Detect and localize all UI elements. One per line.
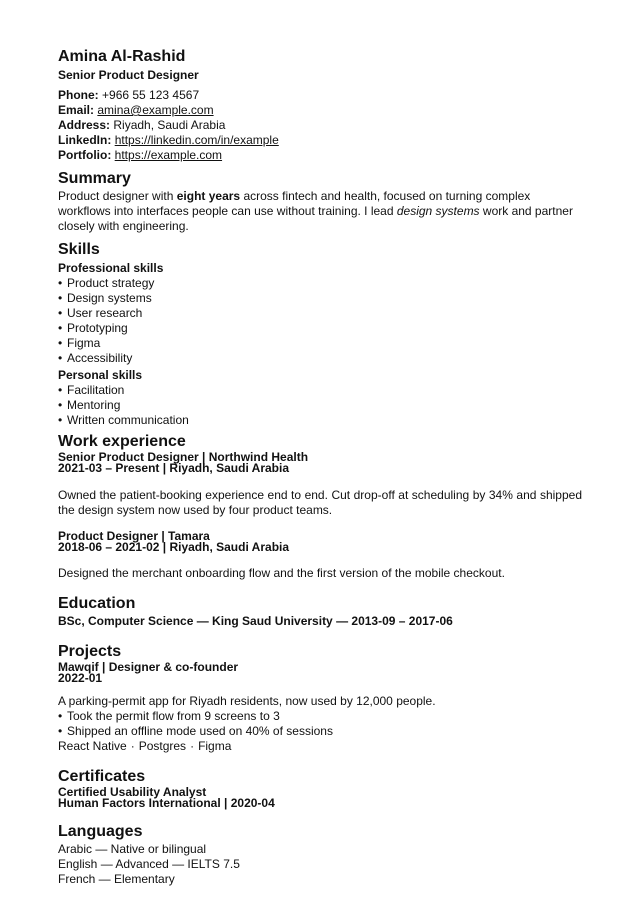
contact-portfolio [58, 148, 582, 163]
phone-label: Phone: [58, 88, 99, 102]
contact-email [58, 103, 582, 118]
job-title: Senior Product Designer [58, 68, 199, 82]
portfolio-link[interactable]: https://example.com [114, 148, 223, 162]
projects-section [58, 642, 582, 754]
list-item: • Shipped an offline mode used on 40% of sessions [58, 724, 582, 739]
list-item: • Mentoring [58, 398, 582, 413]
candidate-name: Amina Al-Rashid [58, 48, 186, 65]
resume [58, 47, 582, 887]
personal-skills-list [58, 383, 582, 428]
languages-heading: Languages [58, 823, 143, 840]
languages-section [58, 822, 582, 887]
email-link[interactable]: amina@example.com [97, 103, 214, 117]
tech-tag: React Native [58, 739, 127, 753]
contact-linkedin [58, 133, 582, 148]
job-entry [58, 452, 582, 518]
summary-text-part-3: work and partner closely with engineering. [58, 204, 573, 233]
contact-phone [58, 88, 582, 103]
linkedin-link[interactable]: https://linkedin.com/in/example [114, 133, 279, 147]
work-heading: Work experience [58, 433, 186, 450]
job-entry [58, 531, 582, 581]
address-value: Riyadh, Saudi Arabia [113, 118, 226, 132]
skills-heading: Skills [58, 241, 100, 258]
project-date: 2022-01 [58, 671, 103, 685]
education-section [58, 594, 582, 629]
linkedin-label: LinkedIn: [58, 133, 112, 147]
job-entry-title: Senior Product Designer | Northwind Health [58, 450, 309, 464]
portfolio-label: Portfolio: [58, 148, 112, 162]
list-item: • Product strategy [58, 276, 582, 291]
certificate-meta: Human Factors International | 2020-04 [58, 796, 275, 810]
personal-skills-heading: Personal skills [58, 368, 143, 382]
list-item: • Written communication [58, 413, 582, 428]
work-section [58, 432, 582, 581]
project-bullets [58, 709, 582, 739]
email-label: Email: [58, 103, 95, 117]
job-entry-meta: 2018-06 – 2021-02 | Riyadh, Saudi Arabia [58, 540, 290, 554]
education-heading: Education [58, 595, 136, 612]
address-label: Address: [58, 118, 111, 132]
skills-section [58, 240, 582, 428]
job-entry-title: Product Designer | Tamara [58, 529, 210, 543]
summary-text-part-2: across fintech and health, focused on turning complex workflows into interfaces people can use without training. I lead [58, 189, 531, 218]
summary-text [58, 189, 582, 234]
contact-block [58, 88, 582, 163]
list-item: • Facilitation [58, 383, 582, 398]
education-entry: BSc, Computer Science — King Saud University — 2013-09 – 2017-06 [58, 614, 453, 628]
job-entry-description: Owned the patient-booking experience end to end. Cut drop-off at scheduling by 34% and shipped the design system now used by four product teams. [58, 488, 582, 517]
project-description: A parking-permit app for Riyadh residents, now used by 12,000 people. [58, 694, 436, 708]
list-item: • Accessibility [58, 351, 582, 366]
certificate-title: Certified Usability Analyst [58, 785, 207, 799]
tech-separator: · [190, 739, 195, 753]
summary-section [58, 169, 582, 234]
language-item: French — Elementary [58, 872, 175, 886]
list-item: • Figma [58, 336, 582, 351]
certificates-section [58, 767, 582, 809]
language-item: Arabic — Native or bilingual [58, 842, 207, 856]
phone-value: +966 55 123 4567 [102, 88, 200, 102]
project-tech-list [58, 739, 582, 754]
project-title: Mawqif | Designer & co-founder [58, 660, 239, 674]
professional-skills-list [58, 276, 582, 366]
summary-italic: design systems [396, 204, 480, 218]
summary-text-part-1: Product designer with [58, 189, 177, 203]
job-entry-meta: 2021-03 – Present | Riyadh, Saudi Arabia [58, 461, 290, 475]
tech-tag: Figma [198, 739, 232, 753]
language-item: English — Advanced — IELTS 7.5 [58, 857, 240, 871]
list-item: • User research [58, 306, 582, 321]
summary-emphasis: eight years [176, 189, 241, 203]
job-entry-description: Designed the merchant onboarding flow and the first version of the mobile checkout. [58, 566, 505, 580]
tech-separator: · [130, 739, 135, 753]
professional-skills-heading: Professional skills [58, 261, 164, 275]
tech-tag: Postgres [138, 739, 187, 753]
projects-heading: Projects [58, 643, 122, 660]
contact-address [58, 118, 582, 133]
list-item: • Prototyping [58, 321, 582, 336]
list-item: • Design systems [58, 291, 582, 306]
certificates-heading: Certificates [58, 768, 146, 785]
list-item: • Took the permit flow from 9 screens to 3 [58, 709, 582, 724]
summary-heading: Summary [58, 170, 131, 187]
